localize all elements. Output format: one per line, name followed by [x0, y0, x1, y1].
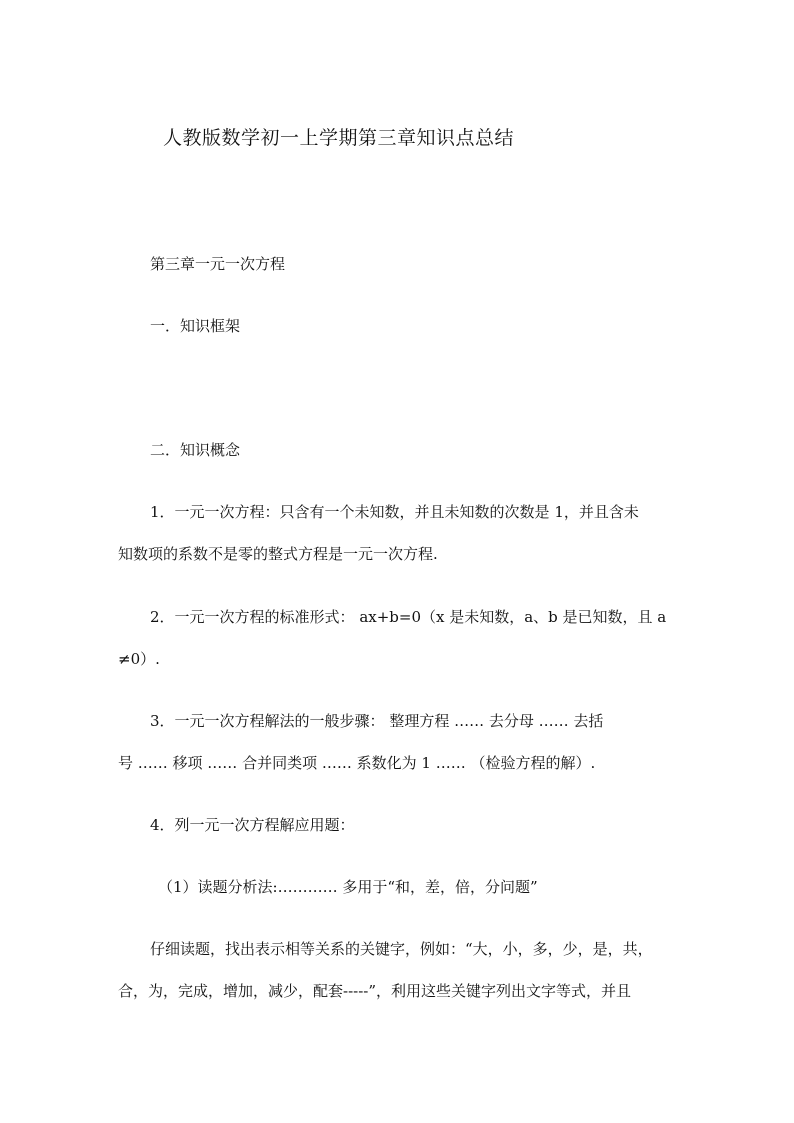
- section-heading-concepts: 二．知识概念: [150, 441, 241, 459]
- paragraph-3-line-2: 号 …… 移项 …… 合并同类项 …… 系数化为 1 …… （检验方程的解）.: [118, 754, 596, 772]
- paragraph-6-line-1: 仔细读题，找出表示相等关系的关键字，例如：“大，小，多，少，是，共，: [150, 940, 653, 958]
- paragraph-1-line-1: 1．一元一次方程：只含有一个未知数，并且未知数的次数是 1，并且含未: [150, 503, 639, 521]
- paragraph-3-line-1: 3．一元一次方程解法的一般步骤： 整理方程 …… 去分母 …… 去括: [150, 712, 604, 730]
- chapter-heading: 第三章一元一次方程: [150, 255, 286, 273]
- document-title: 人教版数学初一上学期第三章知识点总结: [163, 127, 515, 149]
- paragraph-1-line-2: 知数项的系数不是零的整式方程是一元一次方程.: [118, 545, 438, 563]
- paragraph-4: 4．列一元一次方程解应用题：: [150, 816, 355, 834]
- paragraph-5: （1）读题分析法:………… 多用于“和，差，倍，分问题”: [158, 878, 538, 896]
- section-heading-framework: 一．知识框架: [150, 317, 241, 335]
- paragraph-2-line-2: ≠0）.: [118, 650, 160, 668]
- paragraph-2-line-1: 2．一元一次方程的标准形式： ax+b=0（x 是未知数，a、b 是已知数，且 a: [150, 608, 667, 626]
- paragraph-6-line-2: 合，为，完成，增加，减少，配套-----”，利用这些关键字列出文字等式，并且: [118, 982, 632, 1000]
